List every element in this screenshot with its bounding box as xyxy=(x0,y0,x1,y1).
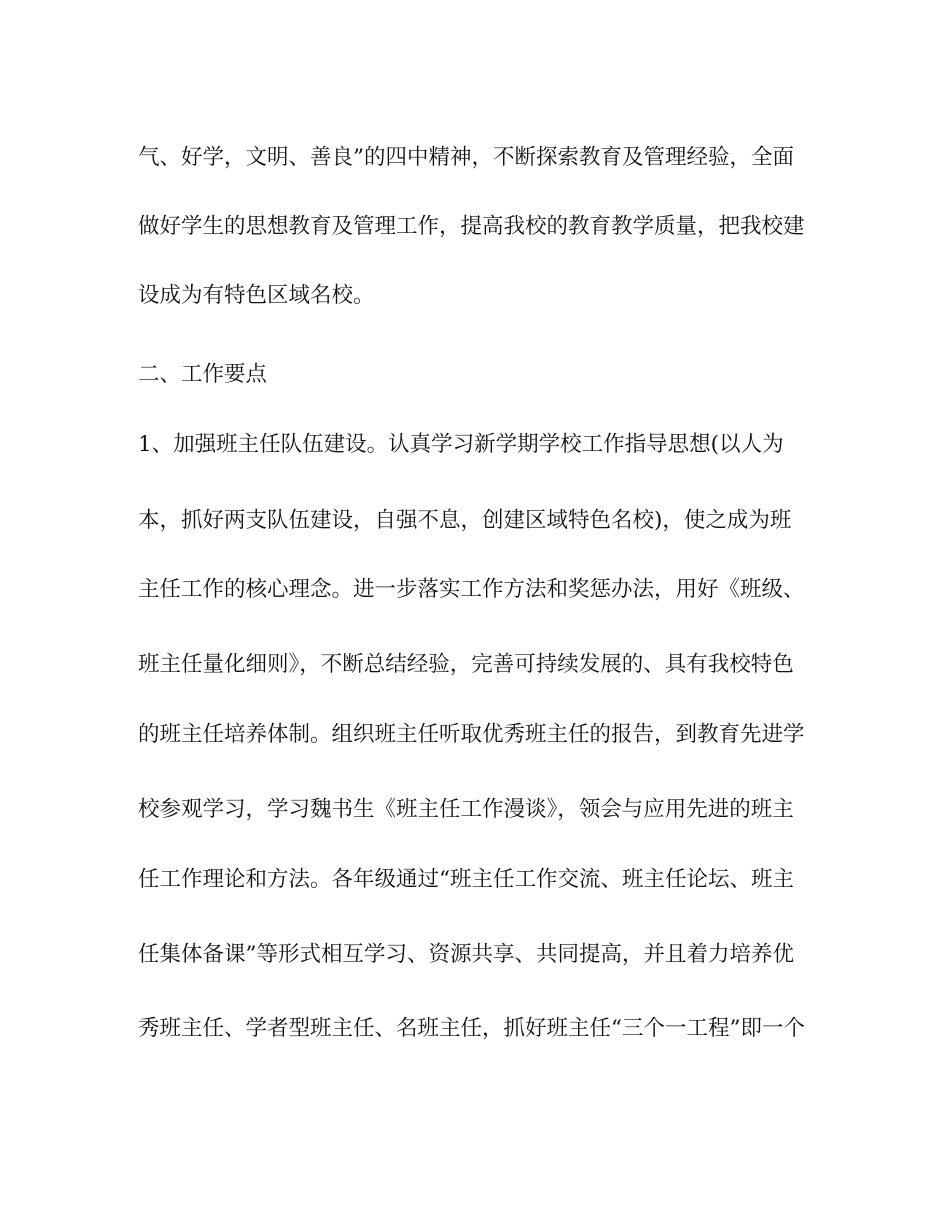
paragraph-line: 秀班主任、学者型班主任、名班主任，抓好班主任“三个一工程”即一个 xyxy=(138,1016,805,1041)
paragraph-line: 设成为有特色区域名校。 xyxy=(138,283,375,308)
paragraph-line: 1、加强班主任队伍建设。认真学习新学期学校工作指导思想(以人为 xyxy=(138,432,784,457)
paragraph-line: 气、好学，文明、善良”的四中精神，不断探索教育及管理经验，全面 xyxy=(138,145,794,170)
section-heading: 二、工作要点 xyxy=(138,362,268,387)
paragraph-line: 的班主任培养体制。组织班主任听取优秀班主任的报告，到教育先进学 xyxy=(138,722,805,747)
paragraph-line: 任集体备课”等形式相互学习、资源共享、共同提高，并且着力培养优 xyxy=(138,942,794,967)
paragraph-line: 任工作理论和方法。各年级通过“班主任工作交流、班主任论坛、班主 xyxy=(138,867,794,892)
paragraph-line: 班主任量化细则》，不断总结经验，完善可持续发展的、具有我校特色 xyxy=(138,652,794,677)
paragraph-line: 本，抓好两支队伍建设，自强不息，创建区域特色名校)，使之成为班 xyxy=(138,508,792,533)
paragraph-line: 主任工作的核心理念。进一步落实工作方法和奖惩办法，用好《班级、 xyxy=(138,577,805,602)
paragraph-line: 校参观学习，学习魏书生《班主任工作漫谈》，领会与应用先进的班主 xyxy=(138,797,794,822)
paragraph-line: 做好学生的思想教育及管理工作，提高我校的教育教学质量，把我校建 xyxy=(138,214,805,239)
